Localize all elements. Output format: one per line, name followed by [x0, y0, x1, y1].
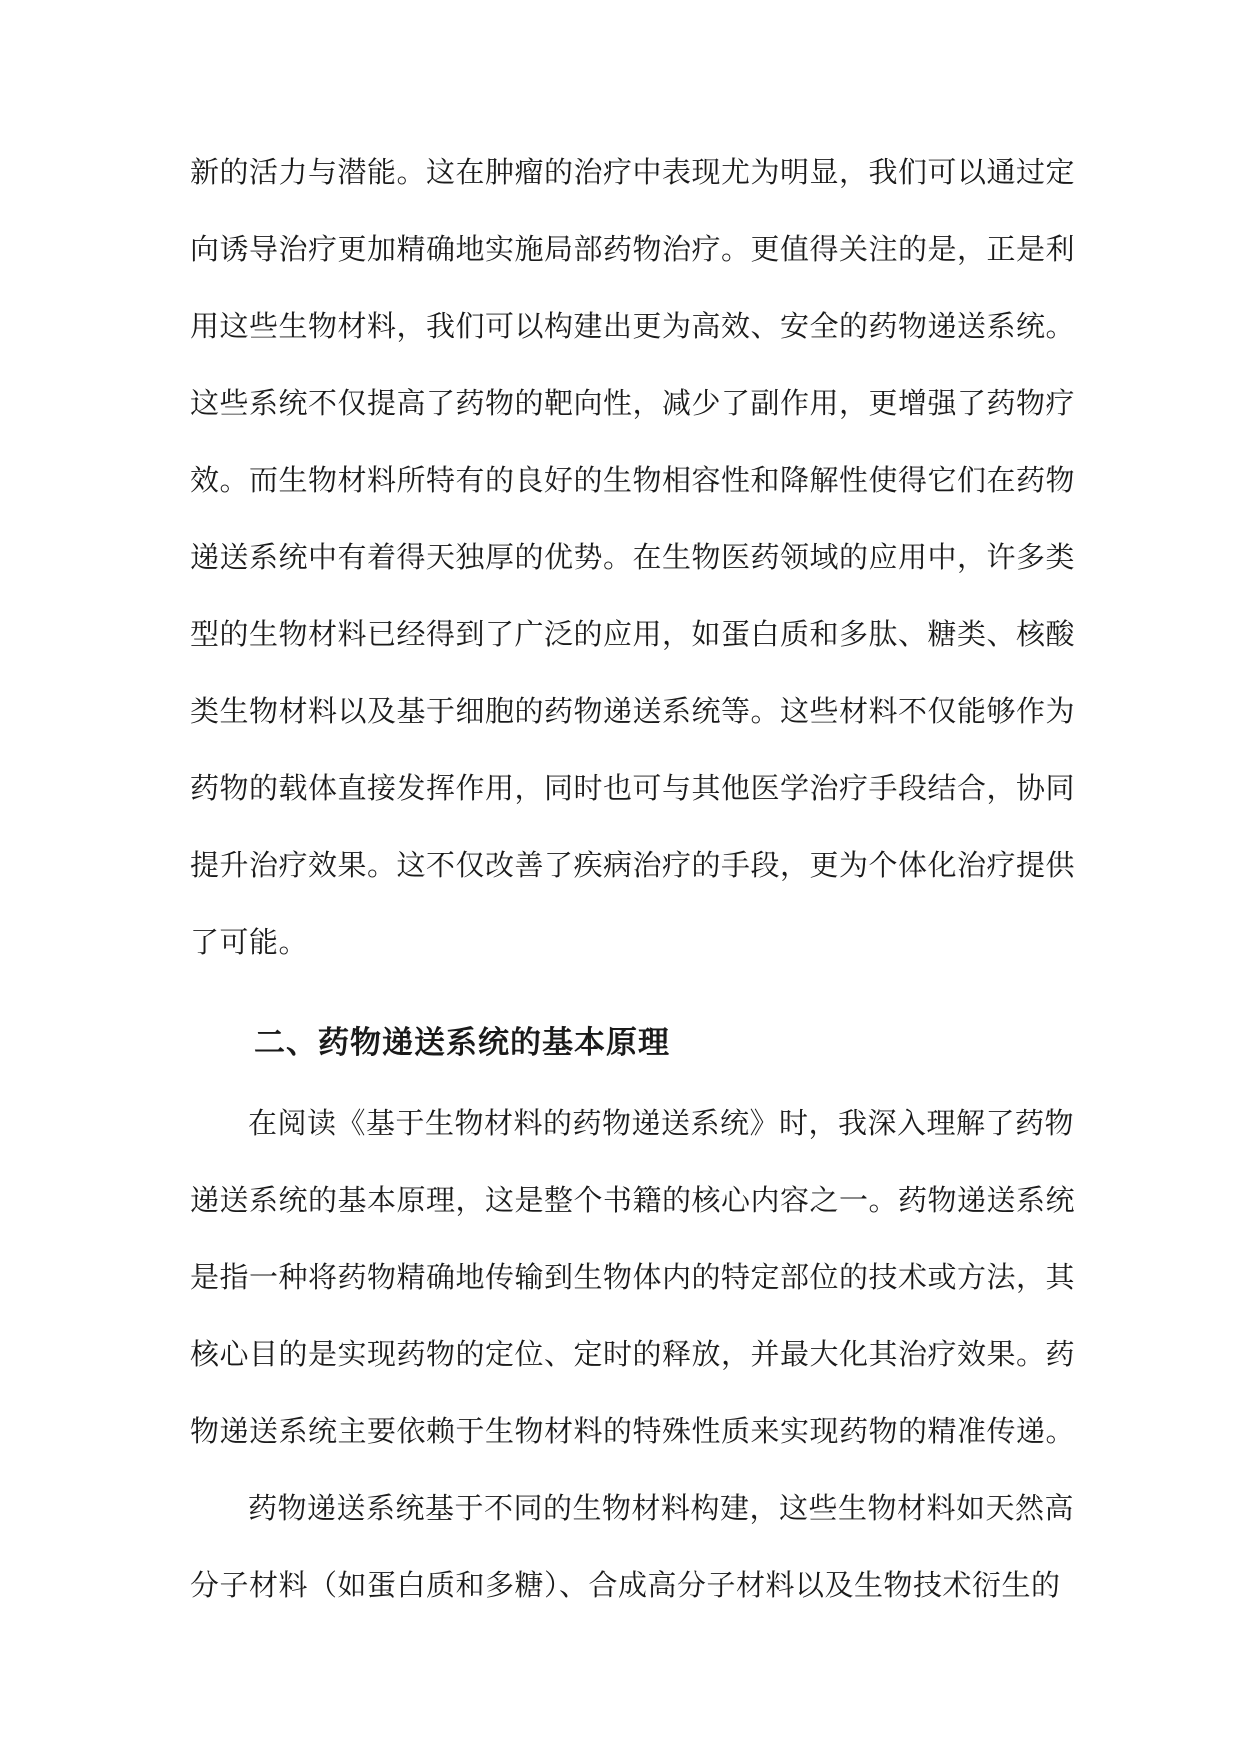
paragraph-2-line: 物递送系统主要依赖于生物材料的特殊性质来实现药物的精准传递。: [190, 1414, 1076, 1448]
paragraph-1-line: 效。而生物材料所特有的良好的生物相容性和降解性使得它们在药物: [190, 463, 1076, 497]
paragraph-2-line: 在阅读《基于生物材料的药物递送系统》时，我深入理解了药物: [248, 1106, 1075, 1140]
paragraph-1-line: 向诱导治疗更加精确地实施局部药物治疗。更值得关注的是，正是利: [190, 232, 1076, 266]
paragraph-1-line: 了可能。: [190, 925, 309, 959]
paragraph-1-line: 新的活力与潜能。这在肿瘤的治疗中表现尤为明显，我们可以通过定: [190, 155, 1076, 189]
paragraph-1-line: 用这些生物材料，我们可以构建出更为高效、安全的药物递送系统。: [190, 309, 1076, 343]
paragraph-2-line: 是指一种将药物精确地传输到生物体内的特定部位的技术或方法，其: [190, 1260, 1076, 1294]
paragraph-1-line: 药物的载体直接发挥作用，同时也可与其他医学治疗手段结合，协同: [190, 771, 1076, 805]
section-heading: 二、药物递送系统的基本原理: [254, 1025, 670, 1061]
paragraph-3-line: 分子材料（如蛋白质和多糖）、合成高分子材料以及生物技术衍生的: [190, 1568, 1061, 1602]
paragraph-2-line: 递送系统的基本原理，这是整个书籍的核心内容之一。药物递送系统: [190, 1183, 1076, 1217]
paragraph-3-line: 药物递送系统基于不同的生物材料构建，这些生物材料如天然高: [248, 1491, 1075, 1525]
paragraph-2-line: 核心目的是实现药物的定位、定时的释放，并最大化其治疗效果。药: [190, 1337, 1076, 1371]
paragraph-1-line: 类生物材料以及基于细胞的药物递送系统等。这些材料不仅能够作为: [190, 694, 1076, 728]
paragraph-1-line: 递送系统中有着得天独厚的优势。在生物医药领域的应用中，许多类: [190, 540, 1076, 574]
paragraph-1-line: 型的生物材料已经得到了广泛的应用，如蛋白质和多肽、糖类、核酸: [190, 617, 1076, 651]
paragraph-1-line: 这些系统不仅提高了药物的靶向性，减少了副作用，更增强了药物疗: [190, 386, 1076, 420]
paragraph-1-line: 提升治疗效果。这不仅改善了疾病治疗的手段，更为个体化治疗提供: [190, 848, 1076, 882]
